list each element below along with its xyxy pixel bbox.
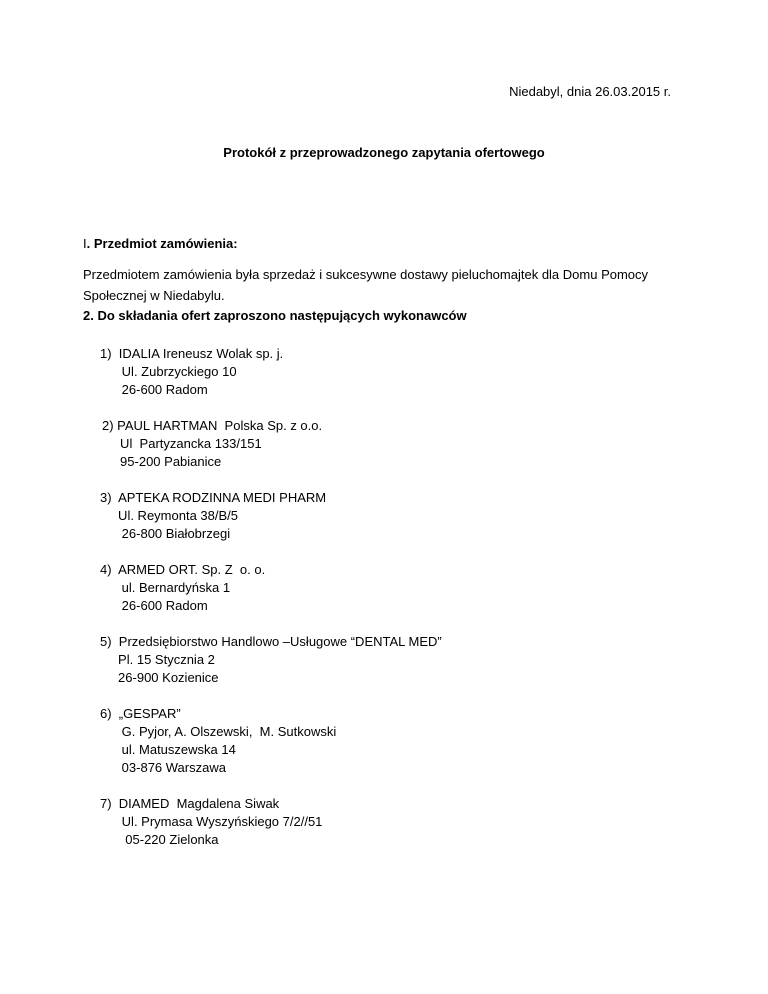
contractor-1-line-2: Ul. Zubrzyckiego 10 (100, 364, 237, 379)
contractor-6-line-4: 03-876 Warszawa (100, 760, 226, 775)
document-title: Protokół z przeprowadzonego zapytania ofertowego (223, 145, 545, 160)
contractor-4-line-1: 4) ARMED ORT. Sp. Z o. o. (100, 562, 266, 577)
contractor-item-2 (102, 417, 660, 471)
section-1-title: . Przedmiot zamówienia: (86, 236, 238, 251)
contractor-5-line-1: 5) Przedsiębiorstwo Handlowo –Usługowe “DENTAL MED” (100, 634, 442, 649)
contractor-6-line-2: G. Pyjor, A. Olszewski, M. Sutkowski (100, 724, 337, 739)
contractor-2-line-1: 2) PAUL HARTMAN Polska Sp. z o.o. (102, 418, 323, 433)
contractor-7-line-2: Ul. Prymasa Wyszyńskiego 7/2//51 (100, 814, 323, 829)
contractor-6-line-3: ul. Matuszewska 14 (100, 742, 236, 757)
contractor-item-4 (100, 561, 660, 615)
date-line: Niedabyl, dnia 26.03.2015 r. (509, 84, 671, 99)
contractor-7-line-1: 7) DIAMED Magdalena Siwak (100, 796, 280, 811)
contractor-3-line-1: 3) APTEKA RODZINNA MEDI PHARM (100, 490, 327, 505)
contractor-6-line-1: 6) „GESPAR” (100, 706, 181, 721)
contractor-5-line-2: Pl. 15 Stycznia 2 (100, 652, 215, 667)
contractor-item-3 (100, 489, 660, 543)
contractor-list (100, 345, 660, 867)
contractor-item-6 (100, 705, 660, 777)
section-2-heading: 2. Do składania ofert zaproszono następujących wykonawców (83, 308, 467, 323)
contractor-item-5 (100, 633, 660, 687)
section-1-body: Przedmiotem zamówienia była sprzedaż i sukcesywne dostawy pieluchomajtek dla Domu Pomocy Społecznej w Niedabylu. (83, 267, 649, 303)
contractor-item-7 (100, 795, 660, 849)
contractor-2-line-2: Ul Partyzancka 133/151 (102, 436, 262, 451)
contractor-3-line-2: Ul. Reymonta 38/B/5 (100, 508, 239, 523)
contractor-1-line-3: 26-600 Radom (100, 382, 208, 397)
contractor-1-line-1: 1) IDALIA Ireneusz Wolak sp. j. (100, 346, 284, 361)
section-1-number: I (83, 236, 87, 251)
contractor-3-line-3: 26-800 Białobrzegi (100, 526, 231, 541)
contractor-4-line-3: 26-600 Radom (100, 598, 208, 613)
contractor-4-line-2: ul. Bernardyńska 1 (100, 580, 231, 595)
contractor-5-line-3: 26-900 Kozienice (100, 670, 219, 685)
section-1-heading (83, 236, 238, 251)
contractor-2-line-3: 95-200 Pabianice (102, 454, 222, 469)
contractor-item-1 (100, 345, 660, 399)
contractor-7-line-3: 05-220 Zielonka (100, 832, 219, 847)
